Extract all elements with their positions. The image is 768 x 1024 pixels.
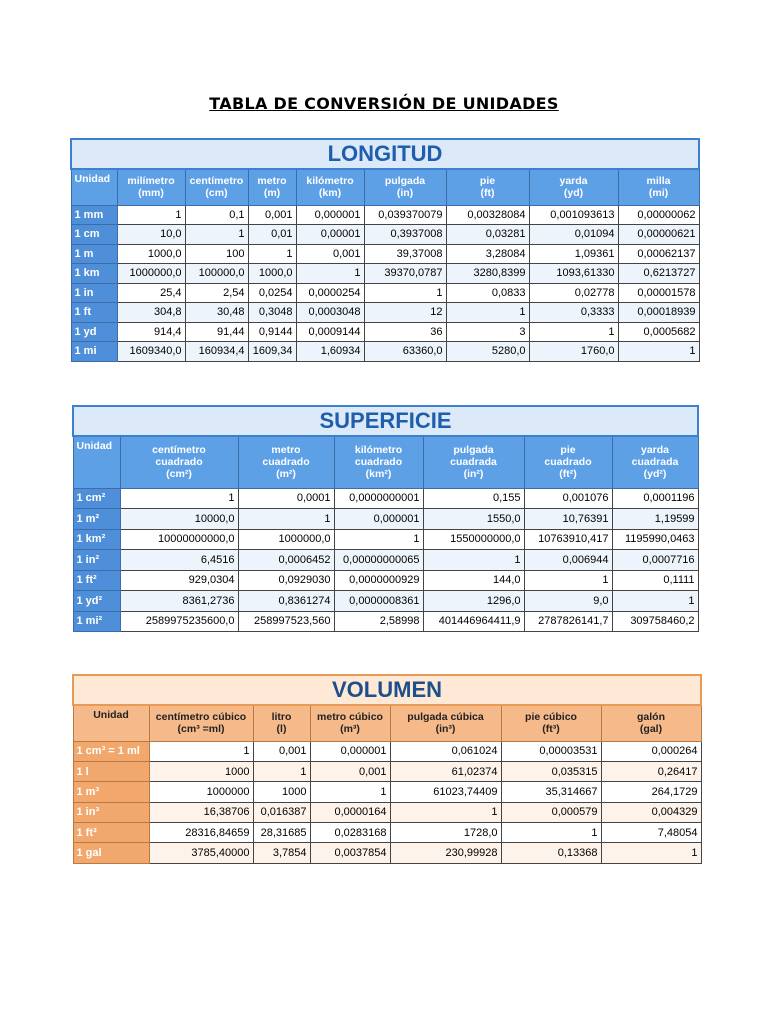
superficie-row <box>73 550 698 571</box>
volumen-header-l: litro (l) <box>253 705 310 741</box>
longitud-cell: 0,1 <box>185 205 248 225</box>
superficie-row <box>73 509 698 530</box>
superficie-cell: 0,0000000001 <box>334 488 423 509</box>
longitud-cell: 1 <box>529 322 618 342</box>
superficie-cell: 144,0 <box>423 570 524 591</box>
superficie-cell: 401446964411,9 <box>423 611 524 632</box>
superficie-table-block <box>72 405 697 632</box>
superficie-cell: 1 <box>612 591 698 612</box>
longitud-cell: 3280,8399 <box>446 264 529 284</box>
superficie-table <box>72 405 699 632</box>
longitud-row-unit: 1 mi <box>71 342 117 362</box>
longitud-header-in: pulgada (in) <box>364 169 446 205</box>
longitud-cell: 0,0833 <box>446 283 529 303</box>
superficie-cell: 1 <box>238 509 334 530</box>
volumen-header-ft3: pie cúbico (ft³) <box>501 705 601 741</box>
superficie-cell: 1296,0 <box>423 591 524 612</box>
longitud-cell: 3 <box>446 322 529 342</box>
volumen-table-block <box>72 674 700 864</box>
longitud-cell: 91,44 <box>185 322 248 342</box>
volumen-cell: 1 <box>601 843 701 863</box>
longitud-row <box>71 264 699 284</box>
volumen-row <box>73 802 701 822</box>
superficie-row <box>73 611 698 632</box>
longitud-cell: 1 <box>618 342 699 362</box>
superficie-row <box>73 591 698 612</box>
superficie-cell: 0,001076 <box>524 488 612 509</box>
superficie-cell: 10000,0 <box>120 509 238 530</box>
longitud-table-block <box>70 138 698 362</box>
volumen-row-unit: 1 in³ <box>73 802 149 822</box>
longitud-cell: 160934,4 <box>185 342 248 362</box>
volumen-cell: 0,26417 <box>601 761 701 781</box>
longitud-header-unit: Unidad <box>71 169 117 205</box>
volumen-cell: 0,004329 <box>601 802 701 822</box>
superficie-cell: 2,58998 <box>334 611 423 632</box>
volumen-cell: 264,1729 <box>601 782 701 802</box>
superficie-header-cm2: centímetro cuadrado (cm²) <box>120 436 238 488</box>
volumen-cell: 1000000 <box>149 782 253 802</box>
longitud-cell: 2,54 <box>185 283 248 303</box>
longitud-row-unit: 1 cm <box>71 225 117 245</box>
superficie-cell: 0,0001 <box>238 488 334 509</box>
volumen-cell: 0,000264 <box>601 741 701 761</box>
volumen-row-unit: 1 m³ <box>73 782 149 802</box>
volumen-cell: 16,38706 <box>149 802 253 822</box>
longitud-title: LONGITUD <box>71 139 699 169</box>
longitud-header-mi: milla (mi) <box>618 169 699 205</box>
longitud-cell: 0,3333 <box>529 303 618 323</box>
volumen-header-m3: metro cúbico (m³) <box>310 705 390 741</box>
longitud-cell: 0,00001578 <box>618 283 699 303</box>
longitud-table <box>70 138 700 362</box>
superficie-row-unit: 1 in² <box>73 550 120 571</box>
longitud-cell: 1093,61330 <box>529 264 618 284</box>
longitud-row-unit: 1 mm <box>71 205 117 225</box>
longitud-cell: 1 <box>364 283 446 303</box>
superficie-cell: 1 <box>423 550 524 571</box>
volumen-row-unit: 1 gal <box>73 843 149 863</box>
superficie-cell: 0,006944 <box>524 550 612 571</box>
longitud-cell: 0,00000621 <box>618 225 699 245</box>
volumen-cell: 61,02374 <box>390 761 501 781</box>
volumen-cell: 1 <box>310 782 390 802</box>
longitud-cell: 0,00001 <box>296 225 364 245</box>
longitud-cell: 0,9144 <box>248 322 296 342</box>
longitud-cell: 0,0009144 <box>296 322 364 342</box>
volumen-cell: 0,13368 <box>501 843 601 863</box>
volumen-cell: 0,00003531 <box>501 741 601 761</box>
volumen-cell: 1 <box>149 741 253 761</box>
superficie-cell: 0,000001 <box>334 509 423 530</box>
superficie-cell: 1 <box>120 488 238 509</box>
superficie-row <box>73 570 698 591</box>
longitud-header-mm: milímetro (mm) <box>117 169 185 205</box>
volumen-cell: 61023,74409 <box>390 782 501 802</box>
volumen-cell: 3785,40000 <box>149 843 253 863</box>
longitud-row <box>71 322 699 342</box>
volumen-cell: 35,314667 <box>501 782 601 802</box>
longitud-cell: 0,00000062 <box>618 205 699 225</box>
volumen-header-unit: Unidad <box>73 705 149 741</box>
volumen-cell: 0,016387 <box>253 802 310 822</box>
volumen-cell: 1 <box>390 802 501 822</box>
superficie-cell: 1,19599 <box>612 509 698 530</box>
volumen-row-unit: 1 l <box>73 761 149 781</box>
volumen-cell: 230,99928 <box>390 843 501 863</box>
superficie-row <box>73 529 698 550</box>
volumen-row-unit: 1 cm³ = 1 ml <box>73 741 149 761</box>
superficie-row-unit: 1 m² <box>73 509 120 530</box>
volumen-row <box>73 823 701 843</box>
volumen-row <box>73 741 701 761</box>
longitud-cell: 0,3048 <box>248 303 296 323</box>
longitud-cell: 39,37008 <box>364 244 446 264</box>
superficie-cell: 0,0006452 <box>238 550 334 571</box>
longitud-header-m: metro (m) <box>248 169 296 205</box>
superficie-cell: 1 <box>524 570 612 591</box>
longitud-cell: 0,001 <box>296 244 364 264</box>
volumen-cell: 0,061024 <box>390 741 501 761</box>
longitud-row <box>71 283 699 303</box>
superficie-cell: 0,0007716 <box>612 550 698 571</box>
document-title: TABLA DE CONVERSIÓN DE UNIDADES <box>209 94 559 113</box>
superficie-header-unit: Unidad <box>73 436 120 488</box>
longitud-cell: 0,001 <box>248 205 296 225</box>
volumen-row <box>73 782 701 802</box>
longitud-cell: 1609340,0 <box>117 342 185 362</box>
longitud-header-cm: centímetro (cm) <box>185 169 248 205</box>
longitud-cell: 0,0254 <box>248 283 296 303</box>
longitud-row-unit: 1 ft <box>71 303 117 323</box>
longitud-cell: 0,03281 <box>446 225 529 245</box>
volumen-cell: 0,001 <box>253 741 310 761</box>
volumen-cell: 1 <box>501 823 601 843</box>
superficie-cell: 2787826141,7 <box>524 611 612 632</box>
longitud-cell: 0,0003048 <box>296 303 364 323</box>
longitud-cell: 1 <box>248 244 296 264</box>
longitud-row <box>71 244 699 264</box>
longitud-cell: 1000,0 <box>117 244 185 264</box>
longitud-header-ft: pie (ft) <box>446 169 529 205</box>
volumen-cell: 28,31685 <box>253 823 310 843</box>
longitud-cell: 3,28084 <box>446 244 529 264</box>
longitud-cell: 0,0005682 <box>618 322 699 342</box>
longitud-row <box>71 303 699 323</box>
volumen-cell: 0,000001 <box>310 741 390 761</box>
longitud-cell: 100000,0 <box>185 264 248 284</box>
volumen-cell: 0,000579 <box>501 802 601 822</box>
longitud-cell: 0,001093613 <box>529 205 618 225</box>
longitud-cell: 0,3937008 <box>364 225 446 245</box>
longitud-cell: 1 <box>185 225 248 245</box>
longitud-cell: 1 <box>117 205 185 225</box>
volumen-header-cm3: centímetro cúbico (cm³ =ml) <box>149 705 253 741</box>
longitud-cell: 10,0 <box>117 225 185 245</box>
longitud-cell: 63360,0 <box>364 342 446 362</box>
volumen-title: VOLUMEN <box>73 675 701 705</box>
superficie-cell: 0,8361274 <box>238 591 334 612</box>
longitud-cell: 12 <box>364 303 446 323</box>
superficie-row-unit: 1 cm² <box>73 488 120 509</box>
longitud-cell: 0,01094 <box>529 225 618 245</box>
superficie-row-unit: 1 mi² <box>73 611 120 632</box>
longitud-cell: 5280,0 <box>446 342 529 362</box>
superficie-cell: 0,0000000929 <box>334 570 423 591</box>
longitud-cell: 0,000001 <box>296 205 364 225</box>
longitud-header-yd: yarda (yd) <box>529 169 618 205</box>
longitud-cell: 1 <box>296 264 364 284</box>
superficie-row-unit: 1 km² <box>73 529 120 550</box>
superficie-cell: 0,1111 <box>612 570 698 591</box>
superficie-cell: 9,0 <box>524 591 612 612</box>
superficie-row-unit: 1 yd² <box>73 591 120 612</box>
longitud-cell: 39370,0787 <box>364 264 446 284</box>
superficie-header-yd2: yarda cuadrada (yd²) <box>612 436 698 488</box>
volumen-row <box>73 761 701 781</box>
superficie-cell: 2589975235600,0 <box>120 611 238 632</box>
superficie-cell: 10000000000,0 <box>120 529 238 550</box>
superficie-cell: 258997523,560 <box>238 611 334 632</box>
volumen-cell: 28316,84659 <box>149 823 253 843</box>
volumen-cell: 0,035315 <box>501 761 601 781</box>
superficie-cell: 8361,2736 <box>120 591 238 612</box>
superficie-cell: 1195990,0463 <box>612 529 698 550</box>
superficie-cell: 6,4516 <box>120 550 238 571</box>
longitud-cell: 0,01 <box>248 225 296 245</box>
volumen-cell: 0,0000164 <box>310 802 390 822</box>
superficie-title: SUPERFICIE <box>73 406 698 436</box>
longitud-cell: 0,00018939 <box>618 303 699 323</box>
superficie-cell: 1 <box>334 529 423 550</box>
superficie-cell: 309758460,2 <box>612 611 698 632</box>
longitud-cell: 1000000,0 <box>117 264 185 284</box>
longitud-cell: 0,6213727 <box>618 264 699 284</box>
superficie-cell: 10,76391 <box>524 509 612 530</box>
volumen-cell: 0,0283168 <box>310 823 390 843</box>
longitud-cell: 1000,0 <box>248 264 296 284</box>
volumen-cell: 7,48054 <box>601 823 701 843</box>
longitud-cell: 30,48 <box>185 303 248 323</box>
superficie-cell: 1550000000,0 <box>423 529 524 550</box>
superficie-cell: 0,0001196 <box>612 488 698 509</box>
volumen-cell: 0,001 <box>310 761 390 781</box>
volumen-cell: 0,0037854 <box>310 843 390 863</box>
superficie-cell: 0,0929030 <box>238 570 334 591</box>
longitud-cell: 36 <box>364 322 446 342</box>
superficie-cell: 10763910,417 <box>524 529 612 550</box>
volumen-header-in3: pulgada cúbica (in³) <box>390 705 501 741</box>
superficie-header-in2: pulgada cuadrada (in²) <box>423 436 524 488</box>
superficie-cell: 1000000,0 <box>238 529 334 550</box>
superficie-cell: 929,0304 <box>120 570 238 591</box>
superficie-cell: 0,00000000065 <box>334 550 423 571</box>
superficie-header-ft2: pie cuadrado (ft²) <box>524 436 612 488</box>
longitud-header-km: kilómetro (km) <box>296 169 364 205</box>
volumen-row <box>73 843 701 863</box>
longitud-row-unit: 1 in <box>71 283 117 303</box>
longitud-cell: 100 <box>185 244 248 264</box>
longitud-cell: 0,0000254 <box>296 283 364 303</box>
longitud-cell: 914,4 <box>117 322 185 342</box>
volumen-table <box>72 674 702 864</box>
longitud-cell: 1,09361 <box>529 244 618 264</box>
volumen-cell: 1000 <box>253 782 310 802</box>
superficie-header-m2: metro cuadrado (m²) <box>238 436 334 488</box>
volumen-cell: 1000 <box>149 761 253 781</box>
volumen-cell: 1728,0 <box>390 823 501 843</box>
superficie-cell: 0,0000008361 <box>334 591 423 612</box>
superficie-header-km2: kilómetro cuadrado (km²) <box>334 436 423 488</box>
longitud-row-unit: 1 km <box>71 264 117 284</box>
superficie-row-unit: 1 ft² <box>73 570 120 591</box>
superficie-cell: 0,155 <box>423 488 524 509</box>
volumen-header-gal: galón (gal) <box>601 705 701 741</box>
longitud-cell: 0,00062137 <box>618 244 699 264</box>
volumen-cell: 3,7854 <box>253 843 310 863</box>
volumen-row-unit: 1 ft³ <box>73 823 149 843</box>
longitud-row-unit: 1 yd <box>71 322 117 342</box>
longitud-row <box>71 205 699 225</box>
superficie-row <box>73 488 698 509</box>
longitud-row-unit: 1 m <box>71 244 117 264</box>
longitud-row <box>71 225 699 245</box>
longitud-cell: 1 <box>446 303 529 323</box>
longitud-cell: 1609,34 <box>248 342 296 362</box>
longitud-cell: 0,039370079 <box>364 205 446 225</box>
longitud-row <box>71 342 699 362</box>
longitud-cell: 1,60934 <box>296 342 364 362</box>
longitud-cell: 0,02778 <box>529 283 618 303</box>
longitud-cell: 0,00328084 <box>446 205 529 225</box>
longitud-cell: 25,4 <box>117 283 185 303</box>
longitud-cell: 304,8 <box>117 303 185 323</box>
longitud-cell: 1760,0 <box>529 342 618 362</box>
volumen-cell: 1 <box>253 761 310 781</box>
superficie-cell: 1550,0 <box>423 509 524 530</box>
